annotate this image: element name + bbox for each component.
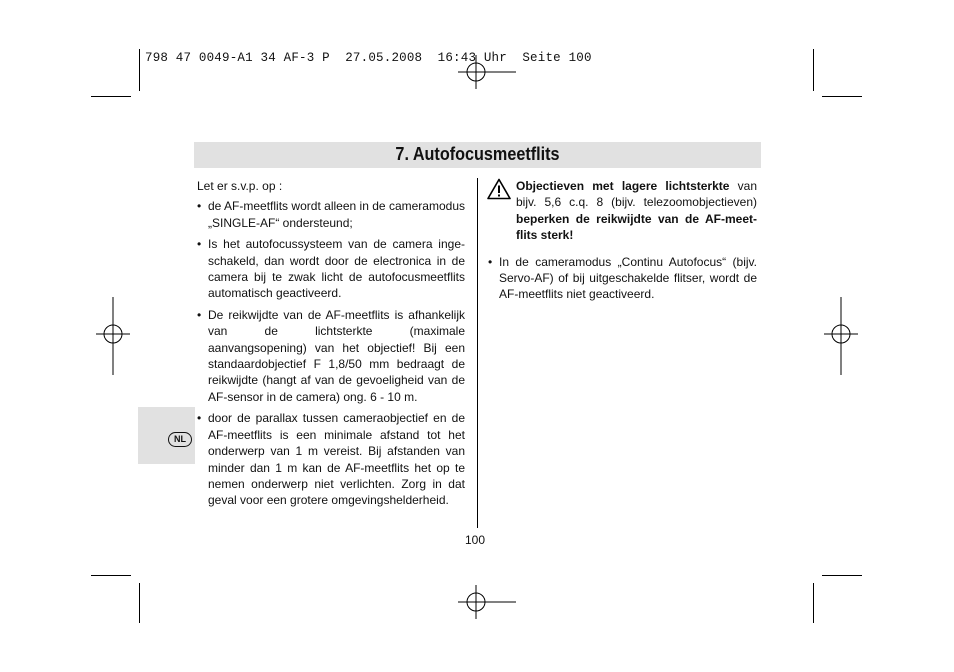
- crop-mark: [822, 96, 862, 97]
- language-tab: [138, 407, 195, 464]
- list-item: [197, 410, 465, 508]
- list-item-text: Is het autofocussysteem van de camera inge-schakeld, dan wordt door de electronica in de camera bij te zwak licht de autofocusmeetflits automatisch geactiveerd.: [208, 237, 465, 301]
- crop-mark: [139, 583, 140, 623]
- print-slug: 798 47 0049-A1 34 AF-3 P 27.05.2008 16:43 Uhr Seite 100: [145, 51, 592, 65]
- crop-mark: [91, 575, 131, 576]
- intro-text: Let er s.v.p. op :: [197, 179, 283, 193]
- language-badge: NL: [168, 432, 192, 447]
- warning-bold-end: beperken de reikwijdte van de AF-meet-flits sterk!: [516, 211, 757, 243]
- warning-bold-start: Objectieven met lagere lichtsterkte: [516, 179, 730, 193]
- list-item-text: De reikwijdte van de AF-meetflits is afhankelijk van de lichtsterkte (maximale aanvangsopening) van het objectief! Bij een standaardobjectief F 1,8/50 mm bedraagt de reikwijdte (hangt af van de gevoeligheid van de AF-sensor in de camera) ong. 6 - 10 m.: [208, 307, 465, 404]
- crop-mark: [822, 575, 862, 576]
- bullet-icon: •: [488, 254, 493, 269]
- left-column: [197, 178, 465, 514]
- right-column: [488, 178, 757, 308]
- list-item-text: In de cameramodus „Continu Autofocus“ (bijv. Servo-AF) of bij uitgeschakelde flitser, wordt de AF-meetflits niet geactiveerd.: [499, 254, 757, 302]
- section-title: 7. Autofocusmeetflits: [395, 144, 560, 164]
- bullet-icon: •: [197, 411, 202, 426]
- crop-mark: [813, 49, 814, 91]
- warning-triangle-icon: [487, 178, 511, 200]
- registration-mark-icon: [458, 585, 518, 619]
- list-item-text: door de parallax tussen cameraobjectief en de AF-meetflits is een minimale afstand tot het onderwerp van 1 m vereist. Bij afstanden van minder dan 1 m kan de AF-meetflits het op te nemen onderwerp niet verlichten. Zorg in dat geval voor een grotere omgevingshelderheid.: [208, 411, 465, 508]
- list-item: [197, 307, 465, 405]
- crop-mark: [813, 583, 814, 623]
- column-divider: [477, 178, 478, 528]
- registration-mark-icon: [824, 297, 858, 377]
- list-item-text: de AF-meetflits wordt alleen in de cameramodus „SINGLE-AF“ ondersteund;: [208, 199, 465, 230]
- list-item: [197, 236, 465, 302]
- warning-text: van bijv. 5,6 c.q. 8 (bijv. telezoomobjectieven): [516, 179, 757, 210]
- bullet-icon: •: [197, 199, 202, 214]
- section-title-bar: [194, 142, 761, 168]
- warning-note: [488, 178, 757, 244]
- list-item: [197, 198, 465, 231]
- bullet-icon: •: [197, 237, 202, 252]
- crop-mark: [91, 96, 131, 97]
- bullet-icon: •: [197, 307, 202, 322]
- registration-mark-icon: [96, 297, 130, 377]
- list-item: [488, 254, 757, 303]
- page-number: 100: [464, 533, 486, 547]
- crop-mark: [139, 49, 140, 91]
